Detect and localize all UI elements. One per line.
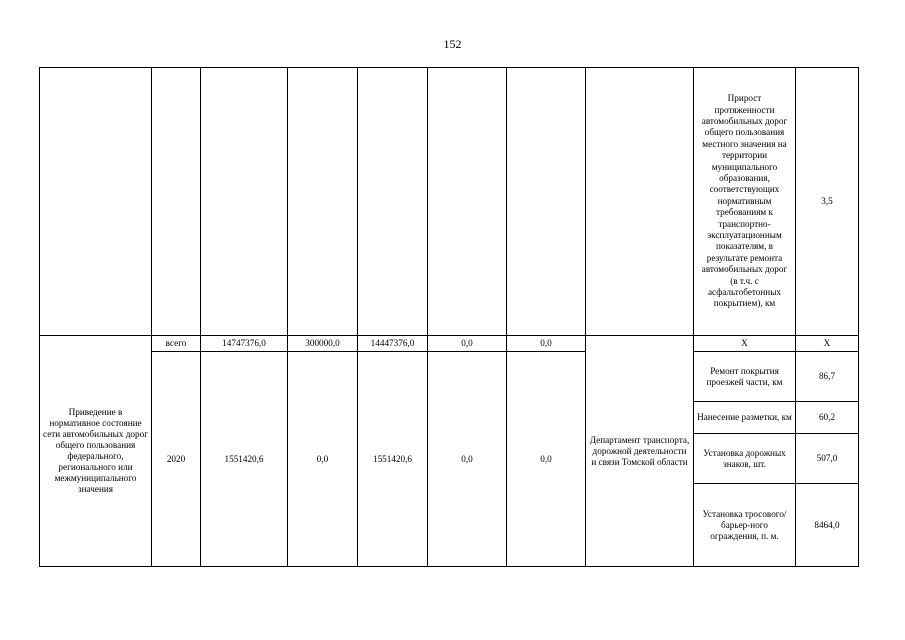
indicator-name-cell: Нанесение разметки, км [694, 402, 796, 434]
indicator-name-cell: Установка тросового/барьер-ного ограждения, п. м. [694, 484, 796, 567]
year-federal-cell: 0,0 [288, 352, 358, 567]
year-cell-empty [152, 68, 201, 336]
total-label-cell: всего [152, 336, 201, 352]
table-row-total [40, 336, 859, 352]
other-cell-empty [507, 68, 586, 336]
total-value-cell: Х [796, 336, 859, 352]
table-row-continuation [40, 68, 859, 336]
page-number: 152 [443, 37, 462, 51]
indicator-name-cell: Установка дорожных знаков, шт. [694, 434, 796, 484]
year-total-cell: 1551420,6 [201, 352, 288, 567]
indicator-value-cell: 60,2 [796, 402, 859, 434]
total-federal-cell: 300000,0 [288, 336, 358, 352]
year-local-cell: 0,0 [428, 352, 507, 567]
federal-cell-empty [288, 68, 358, 336]
indicator-value-cell: 3,5 [796, 68, 859, 336]
total-other-cell: 0,0 [507, 336, 586, 352]
event-name-cell: Приведение в нормативное состояние сети автомобильных дорог общего пользования федерального, регионального или межмуниципального значения [40, 336, 152, 567]
indicator-value-cell: 8464,0 [796, 484, 859, 567]
indicator-name-cell: Ремонт покрытия проезжей части, км [694, 352, 796, 402]
program-table [39, 67, 859, 567]
responsible-cell-empty [586, 68, 694, 336]
table-row-year [40, 352, 859, 402]
indicator-value-cell: 86,7 [796, 352, 859, 402]
indicator-name-cell: Прирост протяженности автомобильных дорог общего пользования местного значения на территории муниципального образования, соответствующих нормативным требованиям к транспортно-эксплуатационным показателям, в результате ремонта автомобильных дорог (в т.ч. с асфальтобетонных покрытием), км [694, 68, 796, 336]
local-cell-empty [428, 68, 507, 336]
total-local-cell: 0,0 [428, 336, 507, 352]
regional-cell-empty [358, 68, 428, 336]
total-regional-cell: 14447376,0 [358, 336, 428, 352]
total-indicator-cell: Х [694, 336, 796, 352]
year-cell: 2020 [152, 352, 201, 567]
responsible-cell: Департамент транспорта, дорожной деятельности и связи Томской области [586, 336, 694, 567]
total-cell-empty [201, 68, 288, 336]
event-name-cell-empty [40, 68, 152, 336]
indicator-value-cell: 507,0 [796, 434, 859, 484]
total-sum-cell: 14747376,0 [201, 336, 288, 352]
year-regional-cell: 1551420,6 [358, 352, 428, 567]
year-other-cell: 0,0 [507, 352, 586, 567]
